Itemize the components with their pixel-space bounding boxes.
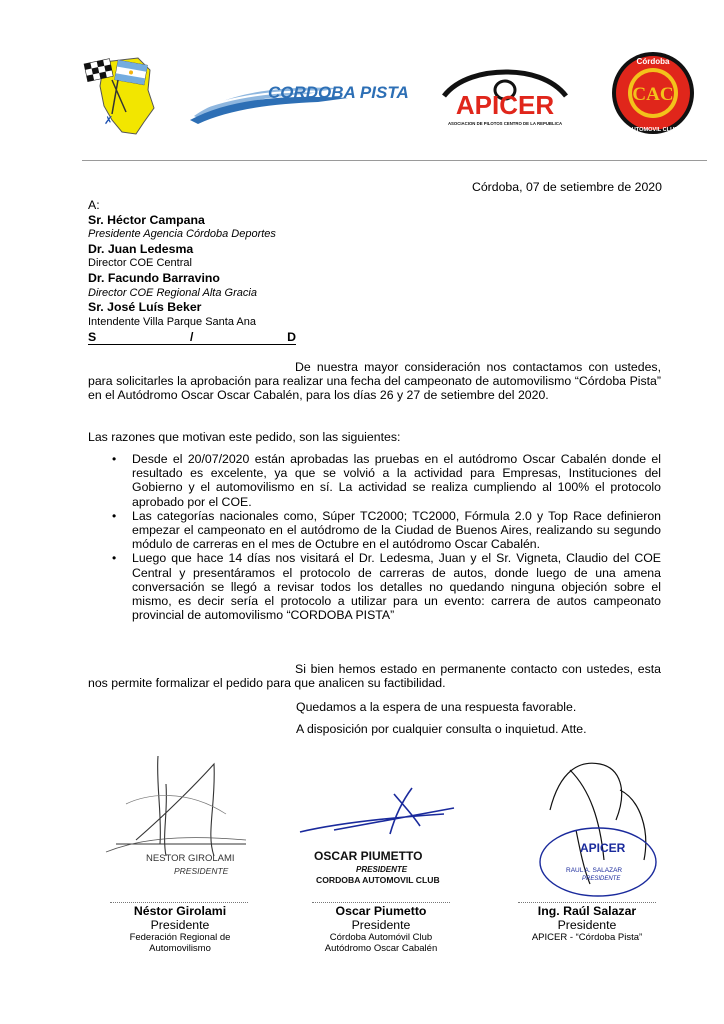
recipient-name: Dr. Facundo Barravino bbox=[88, 270, 220, 285]
stamp-text: RAUL A. SALAZAR bbox=[566, 867, 623, 874]
signer-org: Automovilismo bbox=[149, 943, 211, 954]
stamp-text: PRESIDENTE bbox=[174, 866, 229, 876]
signer-name: Oscar Piumetto bbox=[335, 904, 427, 918]
signer-block bbox=[296, 904, 466, 954]
signer-title: Presidente bbox=[150, 918, 210, 932]
federation-logo bbox=[82, 50, 162, 135]
apicer-subtitle: ASOCIACION DE PILOTOS CENTRO DE LA REPUBLICA bbox=[447, 121, 563, 126]
closing-line-2: A disposición por cualquier consulta o inquietud. Atte. bbox=[296, 722, 587, 736]
signature-girolami bbox=[96, 744, 266, 900]
cac-logo bbox=[610, 50, 696, 136]
recipient-role: Director COE Regional Alta Gracia bbox=[88, 286, 257, 299]
signer-title: Presidente bbox=[557, 918, 617, 932]
sd-line bbox=[88, 330, 296, 345]
list-item: • Las categorías nacionales como, Súper TC2000; TC2000, Fórmula 2.0 y Top Race definieron empezar el campeonato en el autódromo de la Ciudad de Buenos Aires, realizando su segundo módulo de carreras en el mes de Octubre en el autódromo Oscar Cabalén. bbox=[132, 509, 661, 552]
apicer-text: APICER bbox=[455, 90, 555, 120]
signature-piumetto bbox=[294, 784, 470, 900]
signer-org: APICER - “Córdoba Pista” bbox=[531, 932, 643, 943]
svg-text:✗: ✗ bbox=[104, 114, 114, 127]
signature-line bbox=[312, 902, 450, 903]
intro-paragraph: De nuestra mayor consideración nos contactamos con ustedes, para solicitarles la aprobación para realizar una fecha del campeonato de automovilismo “Córdoba Pista” en el Autódromo Oscar Oscar Cabalén, para los días 26 y 27 de setiembre del 2020. bbox=[88, 360, 661, 403]
signer-org: Federación Regional de bbox=[129, 932, 231, 943]
signer-block bbox=[95, 904, 265, 954]
recipients-block bbox=[88, 198, 276, 329]
sd-d: D bbox=[287, 330, 296, 344]
signer-title: Presidente bbox=[351, 918, 411, 932]
recipient-role: Presidente Agencia Córdoba Deportes bbox=[88, 228, 276, 241]
recipient-name: Sr. Héctor Campana bbox=[88, 212, 205, 227]
recipient-name: Dr. Juan Ledesma bbox=[88, 241, 194, 256]
recipient-name: Sr. José Luís Beker bbox=[88, 300, 202, 315]
closing-line-1: Quedamos a la espera de una respuesta favorable. bbox=[296, 700, 577, 714]
list-item: • Desde el 20/07/2020 están aprobadas las pruebas en el autódromo Oscar Cabalén donde el resultado es excelente, ya que se volvió a la actividad para Empresas, Instituciones del Gobierno y el automovilismo en sí. La actividad se realiza cumpliendo al 100% el protocolo aprobado por el COE. bbox=[132, 452, 661, 509]
stamp-text: PRESIDENTE bbox=[582, 876, 621, 882]
reasons-list bbox=[88, 452, 661, 622]
signature-salazar bbox=[520, 750, 680, 900]
signer-name: Ing. Raúl Salazar bbox=[537, 904, 637, 918]
header-rule bbox=[82, 160, 707, 161]
signer-block bbox=[502, 904, 672, 943]
signer-name: Néstor Girolami bbox=[133, 904, 227, 918]
list-item: • Luego que hace 14 días nos visitará el Dr. Ledesma, Juan y el Sr. Vigneta, Claudio del COE Central y presentáramos el protocolo de carreras de autos, donde luego de una amena conversación se llegó a revisar todos los detalles no quedando ninguna objeción sobre el mismo, es decir sería el protocolo a utilizar para un evento: carrera de autos campeonato provincial de automovilismo “CORDOBA PISTA” bbox=[132, 551, 661, 622]
stamp-text: PRESIDENTE bbox=[356, 865, 408, 874]
recipient-role: Intendente Villa Parque Santa Ana bbox=[88, 315, 256, 328]
cordoba-pista-logo bbox=[188, 80, 409, 128]
cac-top-text: Córdoba bbox=[636, 57, 670, 66]
to-label: A: bbox=[88, 198, 100, 212]
apicer-logo bbox=[424, 68, 586, 130]
cordoba-pista-text: CORDOBA PISTA bbox=[268, 83, 409, 102]
sd-s: S bbox=[88, 330, 97, 344]
signer-org: Autódromo Oscar Cabalén bbox=[324, 943, 438, 954]
letter-date: Córdoba, 07 de setiembre de 2020 bbox=[471, 180, 662, 194]
cac-text: CAC bbox=[632, 84, 674, 105]
recipient-role: Director COE Central bbox=[88, 257, 192, 270]
stamp-text: OSCAR PIUMETTO bbox=[314, 849, 423, 863]
sd-slash: / bbox=[190, 330, 194, 344]
signature-line bbox=[518, 902, 656, 903]
stamp-text: CORDOBA AUTOMOVIL CLUB bbox=[316, 875, 440, 885]
signer-org: Córdoba Automóvil Club bbox=[329, 932, 433, 943]
signature-line bbox=[110, 902, 248, 903]
stamp-text: NESTOR GIROLAMI bbox=[146, 853, 235, 864]
reasons-intro: Las razones que motivan este pedido, son las siguientes: bbox=[88, 430, 401, 444]
cac-bottom-text: AUTOMOVIL CLUB bbox=[627, 127, 679, 133]
stamp-text: APICER bbox=[580, 841, 626, 855]
second-paragraph: Si bien hemos estado en permanente contacto con ustedes, esta nos permite formalizar el pedido para que analicen su factibilidad. bbox=[88, 662, 661, 691]
